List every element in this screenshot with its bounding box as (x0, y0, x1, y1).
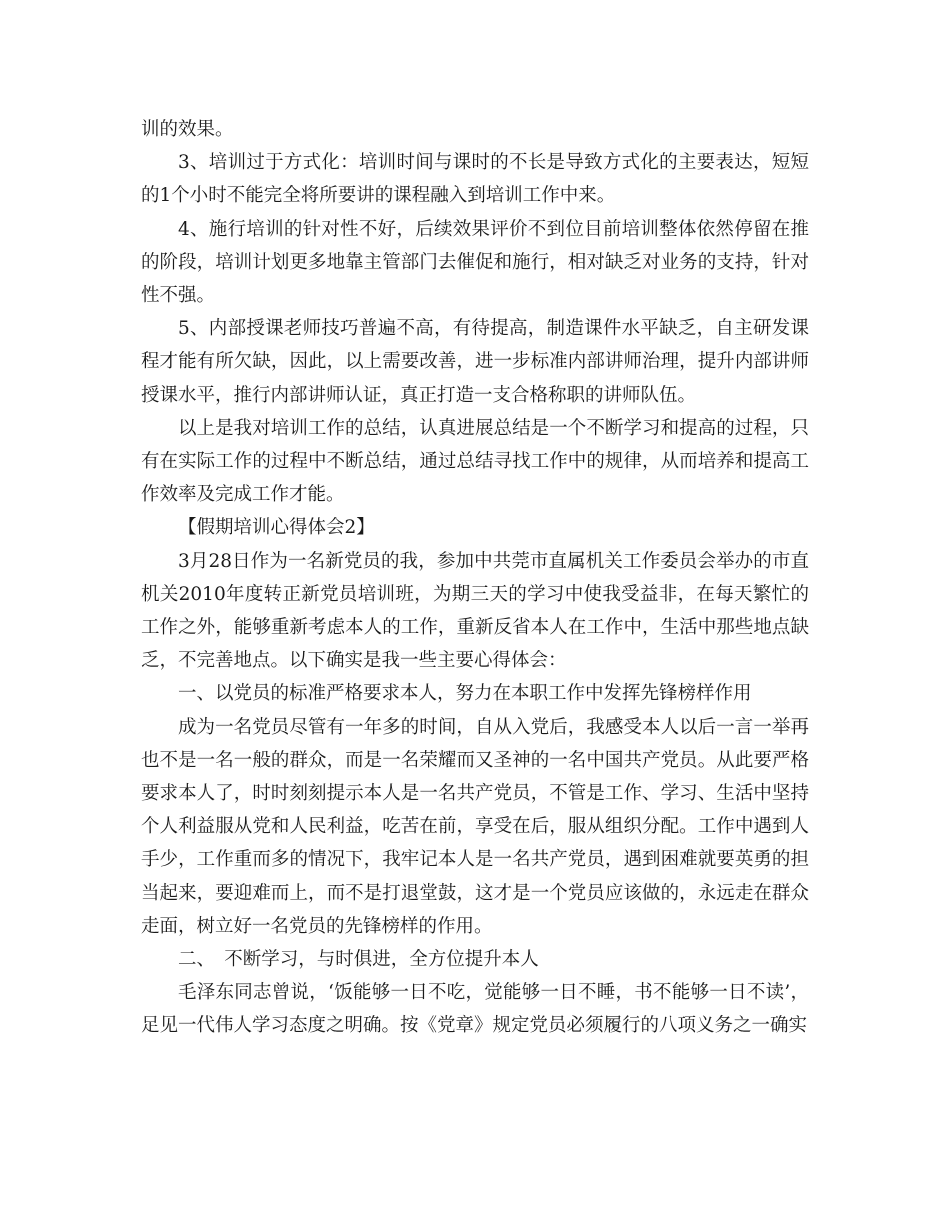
paragraph-body-two: 毛泽东同志曾说，‘饭能够一日不吃，觉能够一日不睡，书不能够一日不读’，足见一代伟人学习态度之明确。按《党章》规定党员必须履行的八项义务之一确实 (141, 982, 809, 1037)
paragraph-continuation: 训的效果。 (141, 119, 234, 140)
section-heading: 【假期培训心得体会2】 (178, 517, 375, 539)
paragraph-intro: 3月28日作为一名新党员的我，参加中共莞市直属机关工作委员会举办的市直机关2010年度转正新党员培训班，为期三天的学习中使我受益非，在每天繁忙的工作之外，能够重新考虑本人的工作，重新反省本人在工作中，生活中那些地点缺乏，不完善地点。以下确实是我一些主要心得体会： (141, 550, 809, 672)
paragraph-summary: 以上是我对培训工作的总结，认真进展总结是一个不断学习和提高的过程，只有在实际工作的过程中不断总结，通过总结寻找工作中的规律，从而培养和提高工作效率及完成工作才能。 (141, 417, 809, 506)
subheading-one: 一、以党员的标准严格要求本人，努力在本职工作中发挥先锋榜样作用 (178, 683, 752, 705)
paragraph-item-5: 5、内部授课老师技巧普遍不高，有待提高，制造课件水平缺乏，自主研发课程才能有所欠缺，因此，以上需要改善，进一步标准内部讲师治理，提升内部讲师授课水平，推行内部讲师认证，真正打造一支合格称职的讲师队伍。 (141, 318, 809, 406)
paragraph-body-one: 成为一名党员尽管有一年多的时间，自从入党后，我感受本人以后一言一举再也不是一名一般的群众，而是一名荣耀而又圣神的一名中国共产党员。从此要严格要求本人了，时时刻刻提示本人是一名共产党员，不管是工作、学习、生活中坚持个人利益服从党和人民利益，吃苦在前，享受在后，服从组织分配。工作中遇到人手少，工作重而多的情况下，我牢记本人是一名共产党员，遇到困难就要英勇的担当起来，要迎难而上，而不是打退堂鼓，这才是一个党员应该做的，永远走在群众走面，树立好一名党员的先锋榜样的作用。 (141, 716, 809, 937)
paragraph-item-4: 4、施行培训的针对性不好，后续效果评价不到位目前培训整体依然停留在推的阶段，培训计划更多地靠主管部门去催促和施行，相对缺乏对业务的支持，针对性不强。 (141, 218, 809, 307)
subheading-two: 二、 不断学习，与时俱进，全方位提升本人 (178, 949, 539, 971)
paragraph-item-3: 3、培训过于方式化：培训时间与课时的不长是导致方式化的主要表达，短短的1个小时不能完全将所要讲的课程融入到培训工作中来。 (141, 152, 809, 207)
document-body (141, 113, 809, 1043)
